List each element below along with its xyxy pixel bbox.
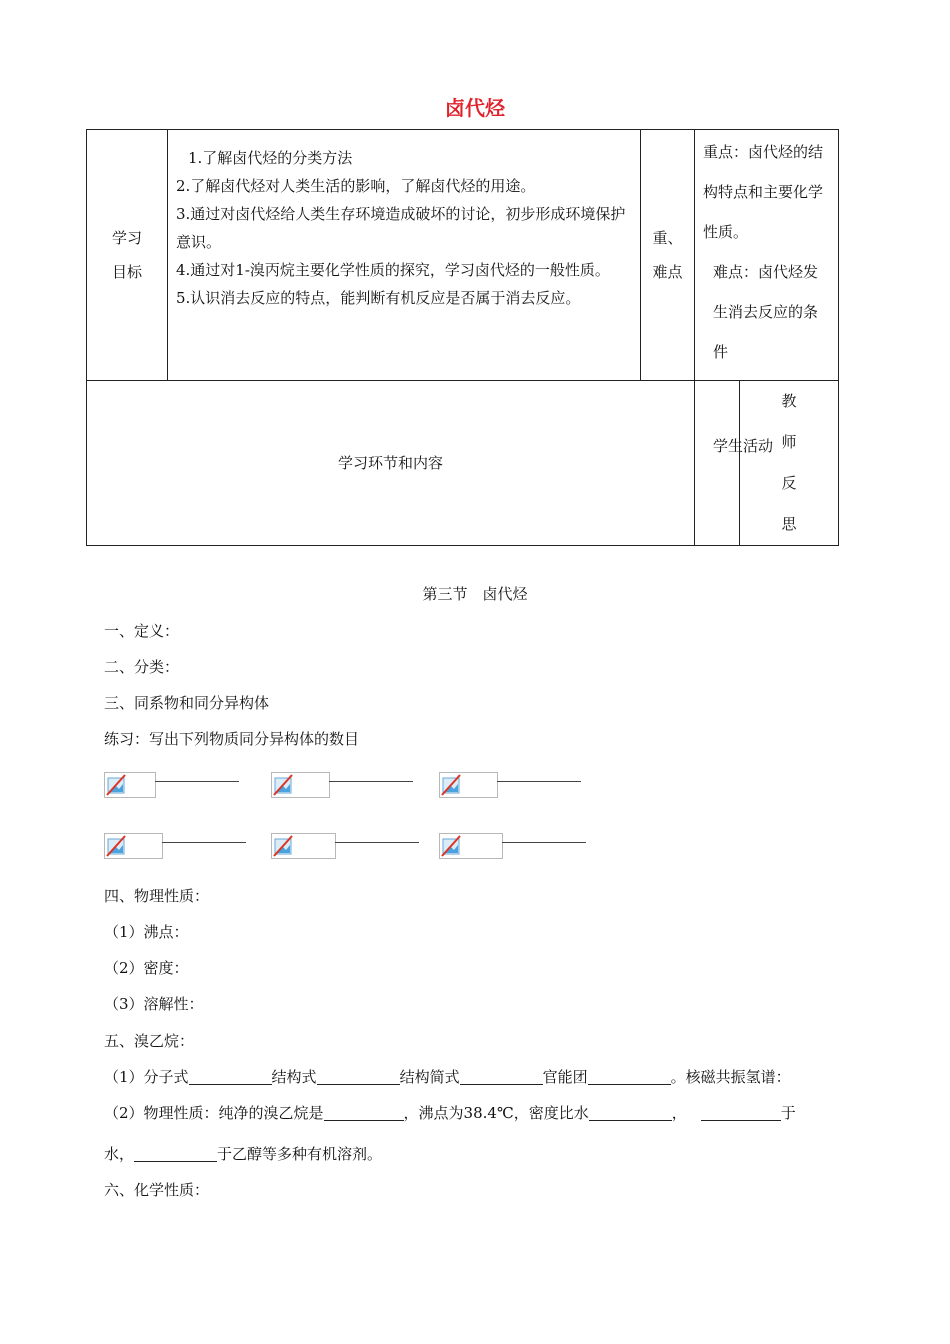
objectives-list (168, 130, 641, 381)
student-activity-header (695, 381, 740, 546)
density-blank (589, 1102, 672, 1121)
formula-label: （1）分子式 (104, 1068, 189, 1086)
answer-line (162, 842, 246, 843)
key-label-line2: 难点 (652, 263, 683, 281)
functional-group-label: 官能团 (542, 1068, 588, 1086)
homologs-heading: 三、同系物和同分异构体 (104, 694, 270, 712)
objectives-label (87, 130, 168, 381)
goal-item: 5.认识消去反应的特点，能判断有机反应是否属于消去反应。 (176, 289, 581, 307)
goal-item: 2.了解卤代烃对人类生活的影响，了解卤代烃的用途。 (176, 177, 536, 195)
student-activity-label: 学生活动 (712, 437, 773, 455)
solubility-item: （3）溶解性： (104, 995, 204, 1013)
page-title: 卤代烃 (445, 96, 505, 120)
difficult-points-text: 难点：卤代烃发生消去反应的条件 (713, 263, 819, 361)
goal-item: 1.了解卤代烃的分类方法 (188, 149, 353, 167)
chemical-properties-heading: 六、化学性质： (104, 1181, 210, 1199)
structure-label: 结构式 (271, 1068, 317, 1086)
key-points-label (641, 130, 695, 381)
broken-image-icon (439, 833, 503, 859)
appearance-blank (324, 1102, 404, 1121)
classification-heading: 二、分类： (104, 658, 180, 676)
physical-text-d: 于 (780, 1104, 796, 1122)
answer-line (497, 781, 581, 782)
answer-line (335, 842, 419, 843)
structural-formula-blank (317, 1066, 400, 1085)
bromoethane-heading: 五、溴乙烷： (104, 1032, 195, 1050)
boiling-point-item: （1）沸点： (104, 923, 189, 941)
objectives-table (86, 129, 839, 546)
molecular-formula-blank (189, 1066, 272, 1085)
teacher-char: 反 (781, 474, 797, 492)
definition-heading: 一、定义： (104, 622, 180, 640)
functional-group-blank (588, 1066, 671, 1085)
solvent-text-a: 水， (104, 1145, 135, 1163)
broken-image-icon (271, 833, 336, 859)
bromoethane-physical-line (104, 1102, 796, 1123)
physical-properties-heading: 四、物理性质： (104, 887, 210, 905)
teacher-char: 师 (781, 433, 797, 451)
objectives-label-line2: 目标 (111, 263, 142, 281)
goal-item: 3.通过对卤代烃给人类生存环境造成破坏的讨论，初步形成环境保护意识。 (176, 205, 626, 251)
key-points-content (695, 130, 839, 381)
broken-image-icon (104, 772, 156, 798)
broken-image-icon (271, 772, 330, 798)
goal-item: 4.通过对1-溴丙烷主要化学性质的探究，学习卤代烃的一般性质。 (176, 261, 610, 279)
bromoethane-formula-line (104, 1066, 791, 1087)
key-label-line1: 重、 (652, 229, 683, 247)
teacher-char: 思 (781, 515, 797, 533)
condensed-formula-blank (460, 1066, 543, 1085)
content-header: 学习环节和内容 (87, 381, 695, 546)
physical-text-a: （2）物理性质：纯净的溴乙烷是 (104, 1104, 324, 1122)
broken-image-icon (439, 772, 498, 798)
exercise-text: 练习：写出下列物质同分异构体的数目 (104, 730, 360, 748)
solvent-text-b: 于乙醇等多种有机溶剂。 (217, 1145, 383, 1163)
condensed-label: 结构简式 (399, 1068, 460, 1086)
key-points-text: 重点：卤代烃的结构特点和主要化学性质。 (703, 143, 824, 241)
water-solubility-blank (701, 1102, 781, 1121)
section-title: 第三节 卤代烃 (422, 585, 528, 603)
bromoethane-solvent-line (104, 1143, 382, 1164)
broken-image-icon (104, 833, 163, 859)
answer-line (155, 781, 239, 782)
organic-solubility-blank (134, 1143, 217, 1162)
physical-text-b: ，沸点为38.4℃，密度比水 (403, 1104, 589, 1122)
teacher-char: 教 (781, 392, 797, 410)
objectives-label-line1: 学习 (111, 229, 142, 247)
answer-line (329, 781, 413, 782)
density-item: （2）密度： (104, 959, 189, 977)
physical-text-c: ， (671, 1104, 687, 1122)
teacher-reflection-header (740, 381, 839, 546)
answer-line (502, 842, 586, 843)
nmr-label: 。核磁共振氢谱： (670, 1068, 791, 1086)
